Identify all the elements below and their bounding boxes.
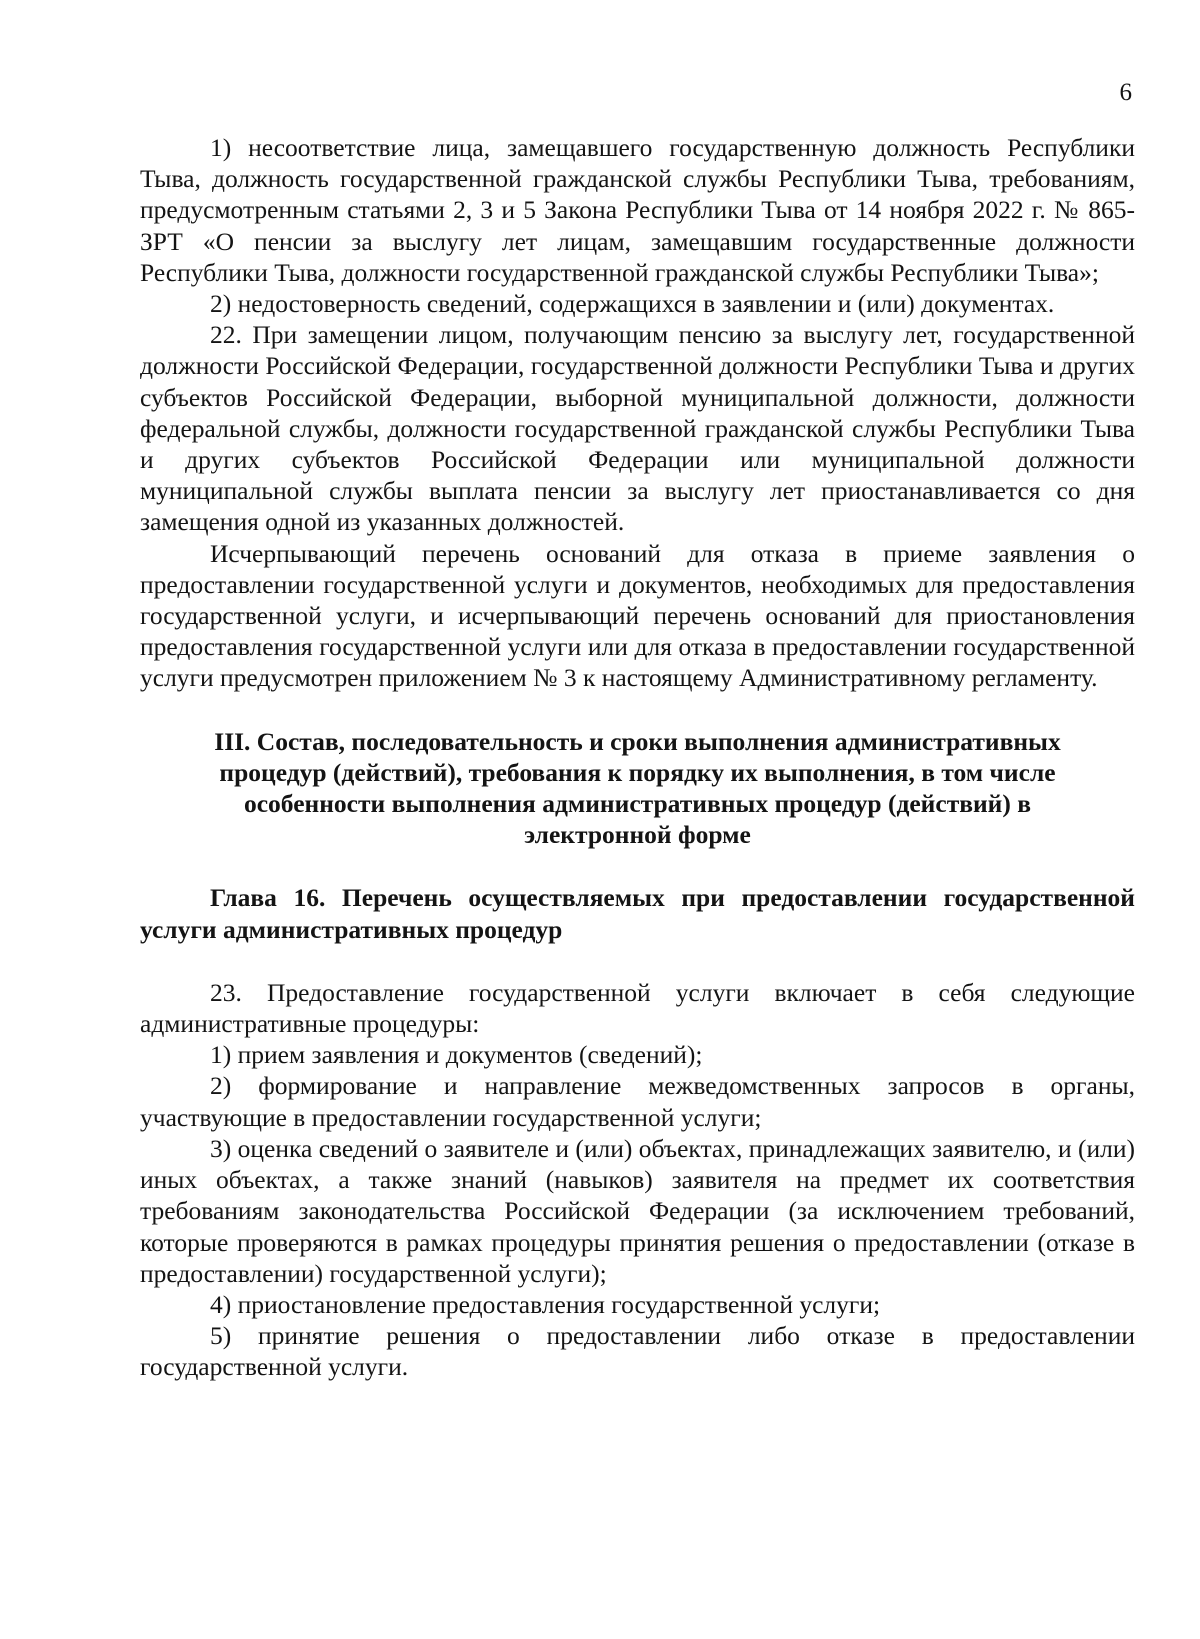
procedures-list xyxy=(140,977,1135,1383)
list-item-procedure-4: 4) приостановление предоставления государственной услуги; xyxy=(210,1289,881,1319)
page-number: 6 xyxy=(1119,79,1132,106)
paragraph-clause-2: 2) недостоверность сведений, содержащихся в заявлении и (или) документах. xyxy=(210,289,1055,319)
paragraph-item-23: 23. Предоставление государственной услуги включает в себя следующие административные процедуры: xyxy=(140,977,1135,1039)
paragraph-refusal-grounds: Исчерпывающий перечень оснований для отказа в приеме заявления о предоставлении государственной услуги и документов, необходимых для предоставления государственной услуги, и исчерпывающий перечень оснований для приостановления предоставления государственной услуги или для отказа в предоставлении государственной услуги предусмотрен приложением № 3 к настоящему Административному регламенту. xyxy=(140,538,1135,693)
paragraph-item-22: 22. При замещении лицом, получающим пенсию за выслугу лет, государственной должности Российской Федерации, государственной должности Республики Тыва и других субъектов Российской Федерации, выборной муниципальной должности, должности федеральной службы, должности государственной гражданской службы Республики Тыва и других субъектов Российской Федерации или муниципальной должности муниципальной службы выплата пенсии за выслугу лет приостанавливается со дня замещения одной из указанных должностей. xyxy=(140,320,1135,537)
list-item-procedure-3: 3) оценка сведений о заявителе и (или) объектах, принадлежащих заявителю, и (или) иных объектах, а также знаний (навыков) заявителя на предмет их соответствия требованиям законодательства Российской Федерации (за исключением требований, которые проверяются в рамках процедуры принятия решения о предоставлении (отказе в предоставлении) государственной услуги); xyxy=(140,1133,1135,1288)
section-heading: III. Состав, последовательность и сроки выполнения административных процедур (действий), требования к порядку их выполнения, в том числе особенности выполнения административных процедур (действий) в электронной форме xyxy=(214,726,1061,850)
paragraph-clause-1: 1) несоответствие лица, замещавшего государственную должность Республики Тыва, должность государственной гражданской службы Республики Тыва, требованиям, предусмотренным статьями 2, 3 и 5 Закона Республики Тыва от 14 ноября 2022 г. № 865-ЗРТ «О пенсии за выслугу лет лицам, замещавшим государственные должности Республики Тыва, должности государственной гражданской службы Республики Тыва»; xyxy=(140,133,1135,287)
document-body xyxy=(140,132,1135,1383)
chapter-heading: Глава 16. Перечень осуществляемых при предоставлении государственной услуги административных процедур xyxy=(140,883,1135,944)
list-item-procedure-1: 1) прием заявления и документов (сведений); xyxy=(210,1040,703,1070)
list-item-procedure-5: 5) принятие решения о предоставлении либо отказе в предоставлении государственной услуги. xyxy=(140,1321,1135,1382)
list-item-procedure-2: 2) формирование и направление межведомственных запросов в органы, участвующие в предоставлении государственной услуги; xyxy=(140,1071,1135,1132)
